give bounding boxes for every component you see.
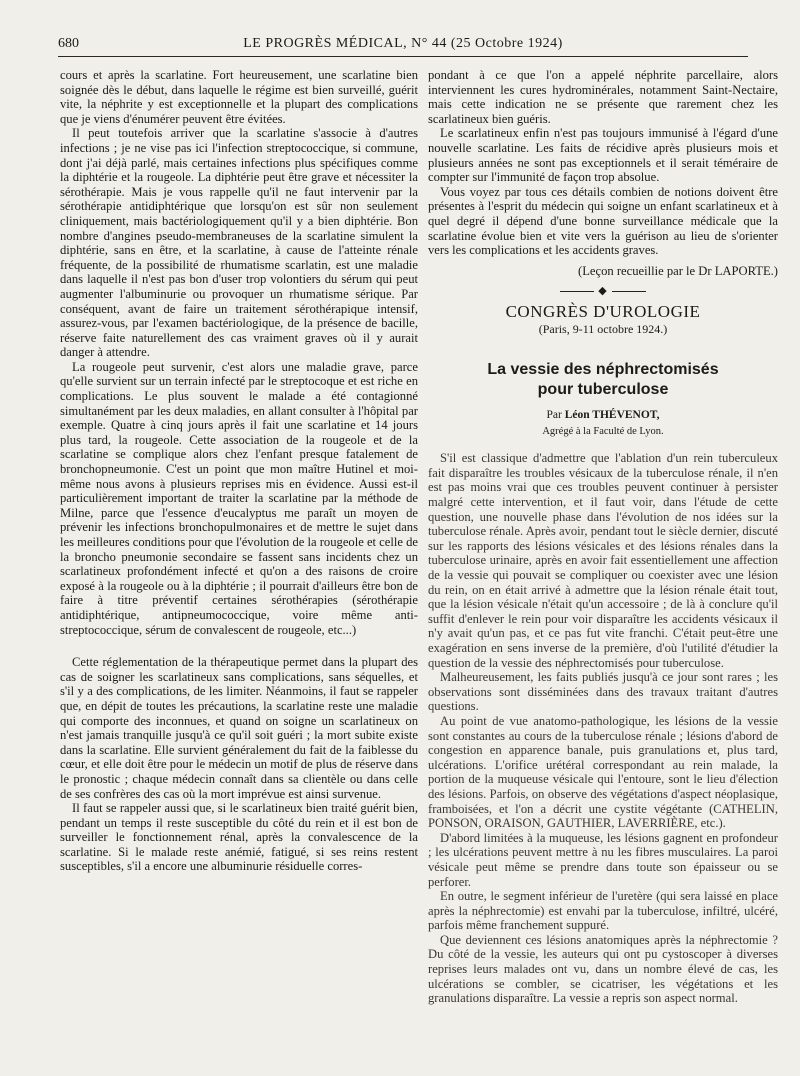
article-title-line: La vessie des néphrectomisés: [487, 361, 719, 379]
left-column: [60, 68, 418, 874]
paragraph: Cette réglementation de la thérapeutique permet dans la plupart des cas de soigner les scarlatineux sans complications, sans séquelles, et s'il y a des complications, de les limiter. Néanmoins, il faut se rappeler que, en dépit de toutes les précautions, la scarlatine reste une maladie qui comporte des inconnues, et quand on soigne un scarlatineux on n'est jamais tranquille jusqu'à ce qu'il soit guéri ; la mort subite existe dans la scarlatine. Elle survient généralement du fait de la faiblesse du cœur, et elle doit être pour le médecin un motif de plus de réserve dans le pronostic ; chaque médecin connaît dans sa clientèle ou dans celle de ses confrères des cas où la mort imprévue est ainsi survenue.: [60, 655, 418, 801]
section-separator: [428, 284, 778, 299]
paragraph: Il faut se rappeler aussi que, si le scarlatineux bien traité guérit bien, pendant un temps il reste susceptible du côté du rein et il est bon de surveiller le fonctionnement rénal, après la convalescence de la scarlatine. Si le malade reste anémié, fatigué, si ses reins restent susceptibles, s'il a encore une albuminurie résiduelle corres-: [60, 801, 418, 874]
article-title: [428, 360, 778, 400]
paragraph: En outre, le segment inférieur de l'uretère (qui sera laissé en place après la néphrectomie) est envahi par la tuberculose, infiltré, ulcéré, parfois même franchement suppuré.: [428, 889, 778, 933]
page-number: 680: [58, 36, 79, 51]
byline-prefix: Par: [546, 409, 562, 422]
paragraph: Il peut toutefois arriver que la scarlatine s'associe à d'autres infections ; je ne vise pas ici l'infection streptococcique, si commune, dont j'ai déjà parlé, mais certaines infections plus spécifiques comme la diphtérie et la rougeole. La diphtérie peut être grave et nécessiter la sérothérapie. Mais je vous rappelle qu'il ne faut intervenir par la sérothérapie antidiphtérique que lorsqu'on est sûr non seulement cliniquement, mais bactériologiquement qu'il y a bien diphtérie. Bon nombre d'angines pseudo-membraneuses de la scarlatine simulent la diphtérie, sans en être, et la scarlatine, à cause de l'atteinte rénale fréquente, de la possibilité de rhumatisme scarlatin, est une maladie dans laquelle il n'est pas bon d'user trop volontiers du sérum qui peut augmenter l'albuminurie ou provoquer un rhumatisme sérique. Par conséquent, avant de faire un traitement sérothérapique intensif, assurez-vous, par l'examen bactériologique, de la présence de bacille, réserve faite naturellement des cas vraiment graves où il y aurait danger à attendre.: [60, 126, 418, 360]
paragraph: Au point de vue anatomo-pathologique, les lésions de la vessie sont constantes au cours de la tuberculose rénale ; lésions d'abord de congestion en apparence banale, puis granulations et, plus tard, ulcérations. L'orifice urétéral correspondant au rein malade, la portion de la muqueuse vésicale qui l'entoure, sont le lieu d'élection des lésions. Parfois, on observe des végétations d'aspect néoplasique, framboisées, et l'on a décrit une cystite végétante (CATHELIN, PONSON, ORAISON, GAUTHIER, LAVERRIÈRE, etc.).: [428, 713, 778, 831]
separator-ornament: ◆: [598, 285, 608, 298]
paragraph: La rougeole peut survenir, c'est alors une maladie grave, parce qu'elle survient sur un terrain infecté par le streptocoque et est riche en complications. Le plus souvent le malade a été contagionné simultanément par les deux maladies, en allant consulter à l'hôpital par exemple. Quatre à cinq jours après il fait une scarlatine et 14 jours plus tard, la rougeole. Cette association de la rougeole et de la scarlatine se complique alors chez l'enfant presque fatalement de bronchopneumonie. C'est un point que mon maître Hutinel et moi-même nous avons à plusieurs reprises mis en évidence. Aussi est-il particulièrement important de traiter la scarlatine par la méthode de Milne, parce que l'essence d'eucalyptus me paraît un moyen de prévenir les infections bronchopulmonaires et de mettre le sujet dans les meilleures conditions pour que l'évolution de la rougeole et celle de la broncho pneumonie secondaire se fassent sans incidents chez un scarlatineux profondément infecté et qu'on a des raisons de croire exposé à la rougeole ou à la diphtérie ; il pourrait d'ailleurs être bon de faire à titre préventif certaines sérothérapies (sérothérapie antidiphtérique, antipneumococcique, voire même anti-streptococcique, sérum de convalescent de rougeole, etc...): [60, 359, 418, 637]
paragraph: cours et après la scarlatine. Fort heureusement, une scarlatine bien soignée dès le début, dans laquelle le régime est bien surveillé, guérit vite, la néphrite y est exceptionnelle et la plupart des complications que je viens d'énumérer peuvent être évitées.: [60, 68, 418, 126]
congress-subtitle: (Paris, 9-11 octobre 1924.): [538, 321, 668, 336]
paragraph: D'abord limitées à la muqueuse, les lésions gagnent en profondeur ; les ulcérations peuvent mettre à nu les fibres musculaires. La paroi vésicale peut même se prendre dans toute son épaisseur ou se perforer.: [428, 830, 778, 889]
article-title-line: pour tuberculose: [537, 381, 669, 399]
byline: [428, 408, 778, 423]
author-affiliation: Agrégé à la Faculté de Lyon.: [542, 425, 664, 437]
congress-title: CONGRÈS D'UROLOGIE: [505, 301, 701, 321]
lecture-signature: (Leçon recueillie par le Dr LAPORTE.): [578, 263, 778, 278]
paragraph: S'il est classique d'admettre que l'ablation d'un rein tuberculeux fait disparaître les troubles vésicaux de la tuberculose rénale, il n'en est pas moins vrai que ces troubles peuvent continuer à persister malgré cette intervention, et il faut voir, dans l'étude de cette question, une nouvelle phase dans l'évolution de nos idées sur la tuberculose rénale. Après avoir, pendant tout le siècle dernier, discuté sur les rapports des lésions vésicales et des lésions rénales dans la tuberculose urinaire, après en avoir fait essentiellement une affection de la vessie qui pouvait se compliquer ou coexister avec une lésion du rein, on en était arrivé à admettre que la lésion rénale était tout, que la lésion vésicale n'était qu'un accessoire ; de là à conclure qu'il suffit d'enlever le rein pour voir disparaître les accidents vésicaux il n'y avait qu'un pas, et ce pas fut vite franchi. C'était peut-être une exagération en sens inverse de la première, d'où l'utilité d'étudier la question de la vessie des néphrectomisés pour tuberculose.: [428, 451, 778, 670]
article-body: [428, 451, 778, 1006]
paragraph: Le scarlatineux enfin n'est pas toujours immunisé à l'égard d'une nouvelle scarlatine. Les faits de récidive après plusieurs mois et plusieurs années ne sont pas exceptionnels et il serait téméraire de compter sur l'immunité de façon trop absolue.: [428, 126, 778, 185]
paragraph: Que deviennent ces lésions anatomiques après la néphrectomie ? Du côté de la vessie, les auteurs qui ont pu cystoscoper à diverses reprises leurs malades ont vu, dans un nombre élevé de cas, les ulcérations se combler, se cicatriser, les végétations et les granulations disparaître. La vessie a repris son aspect normal.: [428, 932, 778, 1006]
author-name: Léon THÉVENOT,: [564, 409, 660, 422]
journal-title: LE PROGRÈS MÉDICAL, N° 44 (25 Octobre 1924): [243, 36, 563, 51]
paragraph: pondant à ce que l'on a appelé néphrite parcellaire, alors interviennent les cures hydrominérales, notamment Saint-Nectaire, mais cette indication ne se présente que rarement chez les scarlatineux bien guéris.: [428, 68, 778, 126]
running-header: [58, 34, 748, 57]
paragraph: Malheureusement, les faits publiés jusqu'à ce jour sont rares ; les observations sont disséminées dans des travaux traitant d'autres questions.: [428, 670, 778, 714]
right-column: [428, 68, 778, 1006]
paragraph: Vous voyez par tous ces détails combien de notions doivent être présentes à l'esprit du médecin qui soigne un enfant scarlatineux et à quel degré il dépend d'une bonne surveillance médicale que la scarlatine évolue bien et vite vers la guérison au lieu de s'orienter vers les complications et les accidents graves.: [428, 184, 778, 258]
